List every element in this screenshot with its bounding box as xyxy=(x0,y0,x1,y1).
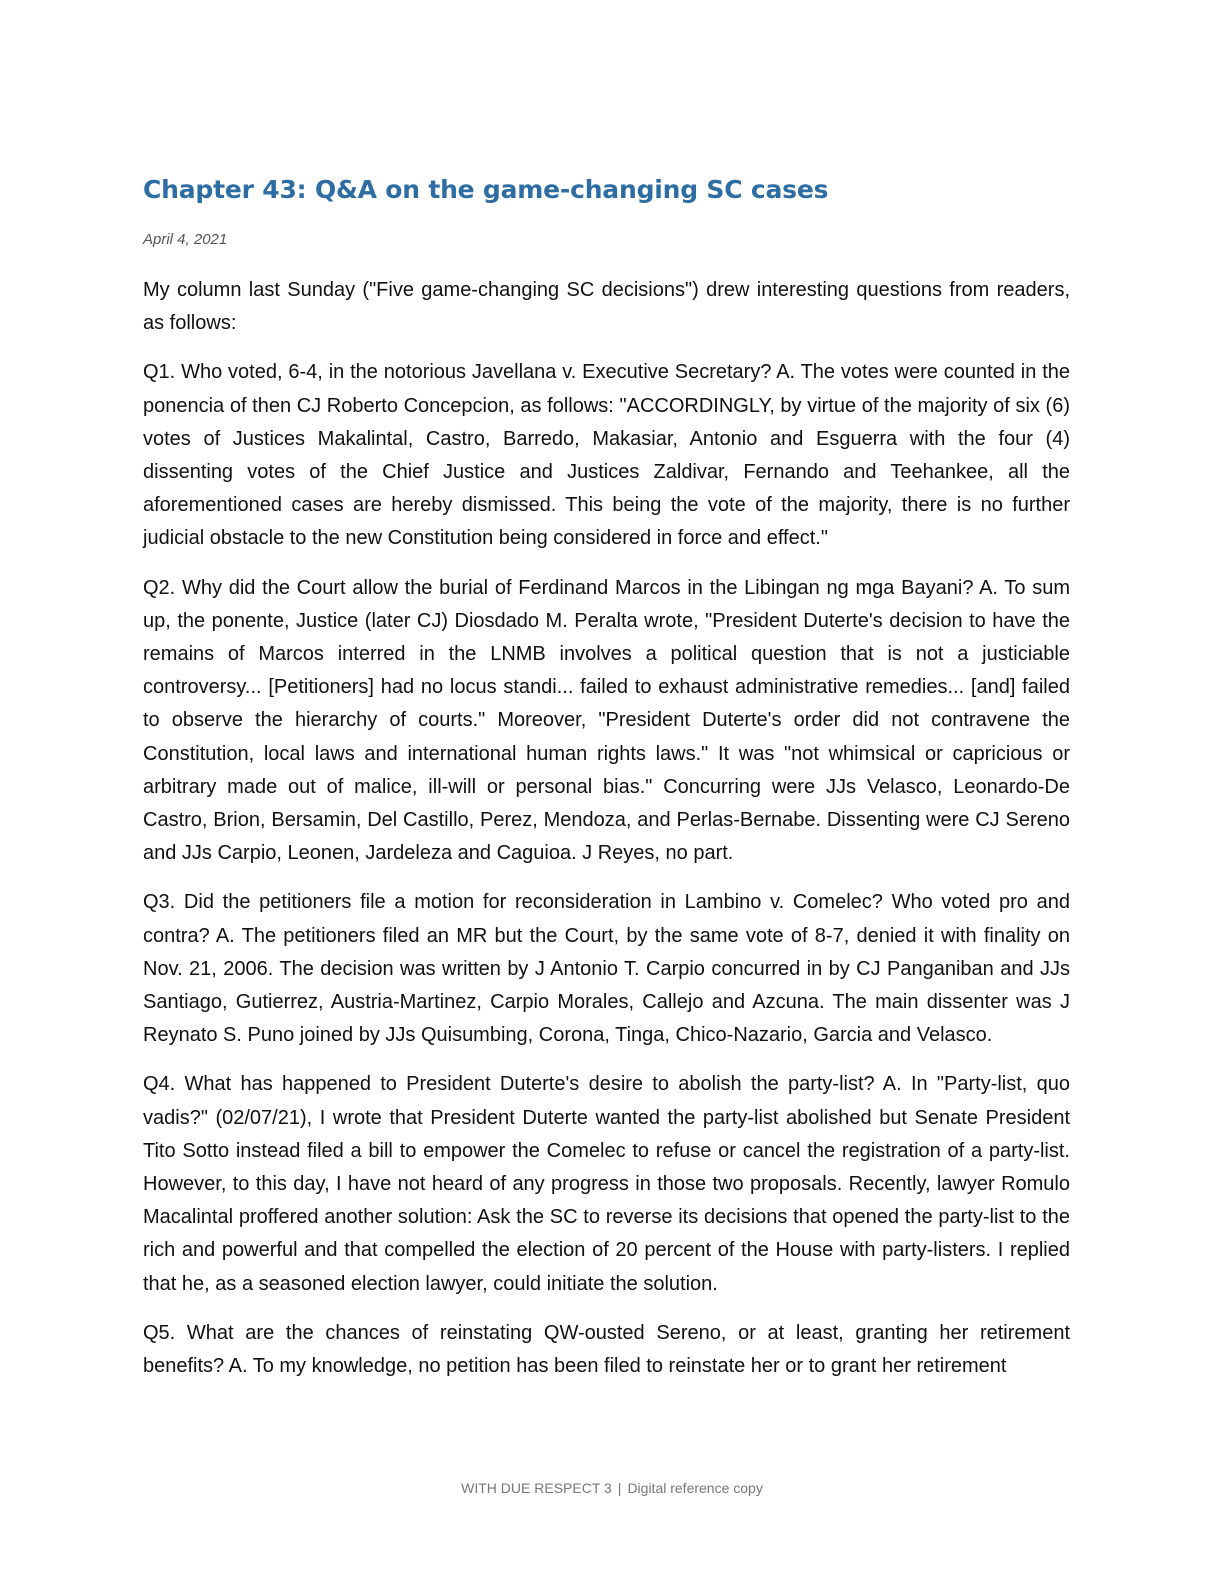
publication-date: April 4, 2021 xyxy=(143,231,228,248)
footer-book-page: WITH DUE RESPECT 3 xyxy=(461,1480,612,1496)
q2-paragraph: Q2. Why did the Court allow the burial of Ferdinand Marcos in the Libingan ng mga Bayani? A. To sum up, the ponente, Justice (later CJ) Diosdado M. Peralta wrote, "President Duterte's decision to have the remains of Marcos interred in the LNMB involves a political question that is not a justiciable controversy... [Petitioners] had no locus standi... failed to exhaust administrative remedies... [and] failed to observe the hierarchy of courts." Moreover, "President Duterte's order did not contravene the Constitution, local laws and international human rights laws." It was "not whimsical or capricious or arbitrary made out of malice, ill-will or personal bias." Concurring were JJs Velasco, Leonardo-De Castro, Brion, Bersamin, Del Castillo, Perez, Mendoza, and Perlas-Bernabe. Dissenting were CJ Sereno and JJs Carpio, Leonen, Jardeleza and Caguioa. J Reyes, no part. xyxy=(143,576,1070,865)
footer-separator: | xyxy=(617,1480,622,1496)
q1-paragraph: Q1. Who voted, 6-4, in the notorious Javellana v. Executive Secretary? A. The votes were counted in the ponencia of then CJ Roberto Concepcion, as follows: "ACCORDINGLY, by virtue of the majority of six (6) votes of Justices Makalintal, Castro, Barredo, Makasiar, Antonio and Esguerra with the four (4) dissenting votes of the Chief Justice and Justices Zaldivar, Fernando and Teehankee, all the aforementioned cases are hereby dismissed. This being the vote of the majority, there is no further judicial obstacle to the new Constitution being considered in force and effect." xyxy=(143,361,1070,550)
article-body xyxy=(143,274,1070,1383)
document-page xyxy=(143,168,1070,1399)
q4-paragraph: Q4. What has happened to President Duterte's desire to abolish the party-list? A. In "Party-list, quo vadis?" (02/07/21), I wrote that President Duterte wanted the party-list abolished but Senate President Tito Sotto instead filed a bill to empower the Comelec to refuse or cancel the registration of a party-list. However, to this day, I have not heard of any progress in those two proposals. Recently, lawyer Romulo Macalintal proffered another solution: Ask the SC to reverse its decisions that opened the party-list to the rich and powerful and that compelled the election of 20 percent of the House with party-listers. I replied that he, as a seasoned election lawyer, could initiate the solution. xyxy=(143,1073,1070,1295)
chapter-title: Chapter 43: Q&A on the game-changing SC cases xyxy=(143,175,829,204)
q3-paragraph: Q3. Did the petitioners file a motion for reconsideration in Lambino v. Comelec? Who voted pro and contra? A. The petitioners filed an MR but the Court, by the same vote of 8-7, denied it with finality on Nov. 21, 2006. The decision was written by J Antonio T. Carpio concurred in by CJ Panganiban and JJs Santiago, Gutierrez, Austria-Martinez, Carpio Morales, Callejo and Azcuna. The main dissenter was J Reynato S. Puno joined by JJs Quisumbing, Corona, Tinga, Chico-Nazario, Garcia and Velasco. xyxy=(143,891,1070,1047)
intro-paragraph: My column last Sunday ("Five game-changing SC decisions") drew interesting questions from readers, as follows: xyxy=(143,279,1070,335)
page-footer xyxy=(0,1478,1224,1498)
q5-paragraph: Q5. What are the chances of reinstating QW-ousted Sereno, or at least, granting her retirement benefits? A. To my knowledge, no petition has been filed to reinstate her or to grant her retirement xyxy=(143,1321,1070,1378)
footer-copy-label: Digital reference copy xyxy=(627,1480,763,1496)
